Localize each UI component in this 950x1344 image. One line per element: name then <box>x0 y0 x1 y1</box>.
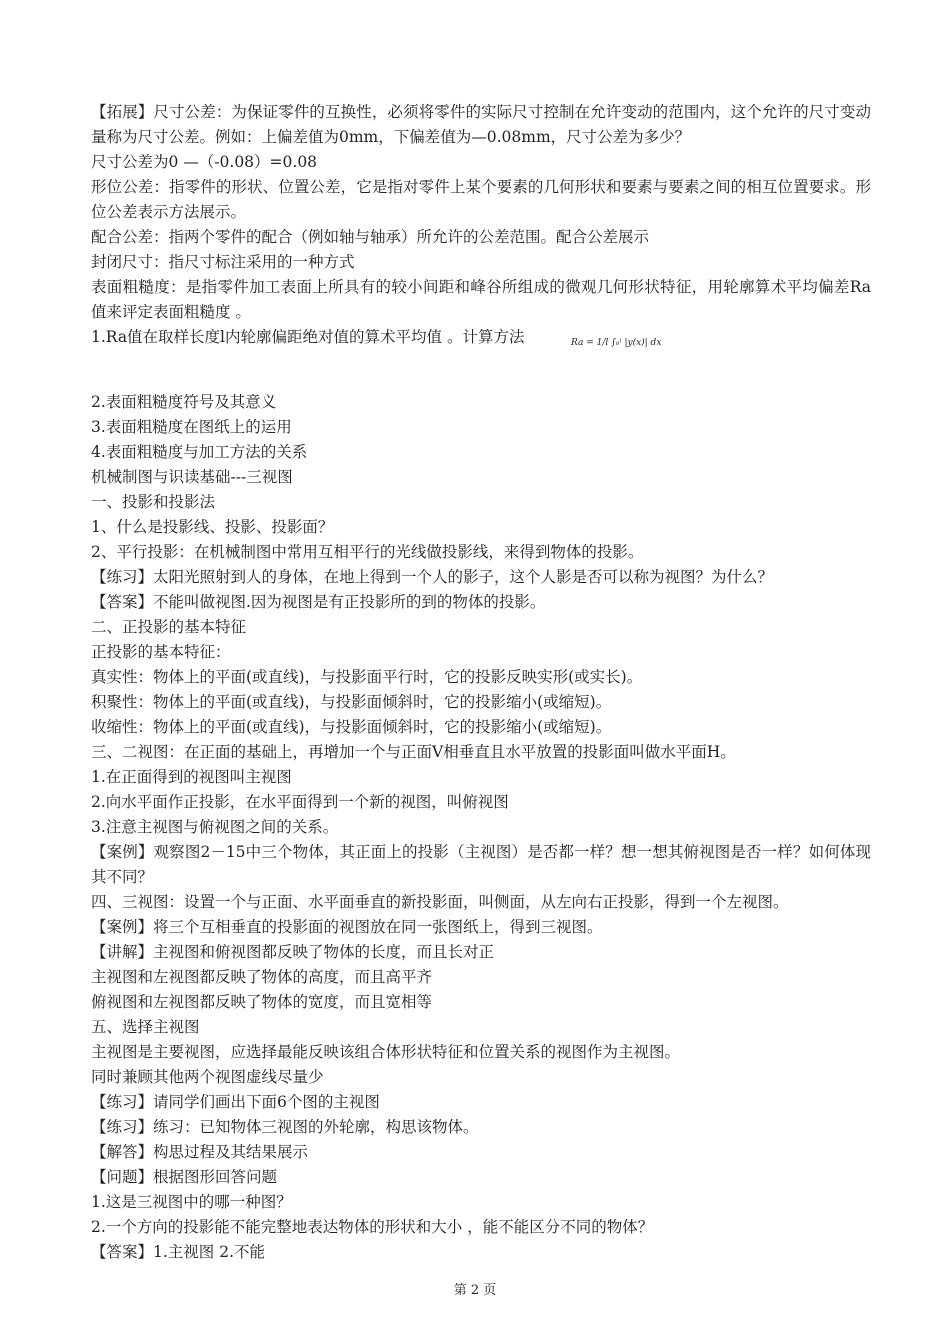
list-item: 1、什么是投影线、投影、投影面？ <box>91 518 334 536</box>
ra-formula: Ra = 1/l ∫₀ˡ |y(x)| dx <box>571 338 662 348</box>
exercise-paragraph: 【练习】练习：已知物体三视图的外轮廓，构思该物体。 <box>91 1118 479 1136</box>
list-item: 积聚性：物体上的平面(或直线)，与投影面倾斜时，它的投影缩小(或缩短)。 <box>91 693 612 711</box>
list-item: 收缩性：物体上的平面(或直线)，与投影面倾斜时，它的投影缩小(或缩短)。 <box>91 718 612 736</box>
solution-paragraph: 【解答】构思过程及其结果展示 <box>91 1143 309 1161</box>
page-number: 第 2 页 <box>453 1283 497 1298</box>
paragraph-tolerance-answer: 尺寸公差为0 —（-0.08）=0.08 <box>91 153 318 171</box>
list-item: 俯视图和左视图都反映了物体的宽度，而且宽相等 <box>91 993 433 1011</box>
section-heading: 一、投影和投影法 <box>91 493 216 511</box>
section-heading: 五、选择主视图 <box>91 1018 200 1036</box>
question-paragraph: 【问题】根据图形回答问题 <box>91 1168 278 1186</box>
spacer <box>91 368 871 390</box>
list-item: 4.表面粗糙度与加工方法的关系 <box>91 443 308 461</box>
answer-paragraph: 【答案】1.主视图 2.不能 <box>91 1243 266 1261</box>
formula-row <box>91 338 871 368</box>
paragraph-ra-definition: 1.Ra值在取样长度l内轮廓偏距绝对值的算术平均值 。计算方法 <box>91 328 525 346</box>
section-heading: 二、正投影的基本特征 <box>91 618 247 636</box>
list-item: 同时兼顾其他两个视图虚线尽量少 <box>91 1068 324 1086</box>
document-body <box>91 100 871 1265</box>
list-item: 3.注意主视图与俯视图之间的关系。 <box>91 818 339 836</box>
list-item: 2.表面粗糙度符号及其意义 <box>91 393 277 411</box>
list-item: 2.一个方向的投影能不能完整地表达物体的形状和大小 ，能不能区分不同的物体？ <box>91 1218 654 1236</box>
section-heading: 三、二视图：在正面的基础上，再增加一个与正面V相垂直且水平放置的投影面叫做水平面H。 <box>91 743 736 761</box>
list-item: 正投影的基本特征： <box>91 643 231 661</box>
answer-paragraph: 【答案】不能叫做视图.因为视图是有正投影所的到的物体的投影。 <box>91 593 546 611</box>
exercise-paragraph: 【练习】太阳光照射到人的身体，在地上得到一个人的影子，这个人影是否可以称为视图？为什么？ <box>91 568 774 586</box>
list-item: 3.表面粗糙度在图纸上的运用 <box>91 418 292 436</box>
section-heading: 四、三视图：设置一个与正面、水平面垂直的新投影面，叫侧面，从左向右正投影，得到一个左视图。 <box>91 893 789 911</box>
list-item: 2.向水平面作正投影，在水平面得到一个新的视图，叫俯视图 <box>91 793 509 811</box>
explanation-paragraph: 【讲解】主视图和俯视图都反映了物体的长度，而且长对正 <box>91 943 495 961</box>
exercise-paragraph: 【练习】请同学们画出下面6个图的主视图 <box>91 1093 380 1111</box>
case-paragraph: 【案例】将三个互相垂直的投影面的视图放在同一张图纸上，得到三视图。 <box>91 918 603 936</box>
list-item: 主视图和左视图都反映了物体的高度，而且高平齐 <box>91 968 433 986</box>
list-item: 2、平行投影：在机械制图中常用互相平行的光线做投影线，来得到物体的投影。 <box>91 543 644 561</box>
case-paragraph: 【案例】观察图2－15中三个物体，其正面上的投影（主视图）是否都一样？想一想其俯视图是否一样？如何体现其不同？ <box>91 843 871 886</box>
section-heading-three-views: 机械制图与识读基础---三视图 <box>91 468 293 486</box>
paragraph-tolerance-extension: 【拓展】尺寸公差：为保证零件的互换性，必须将零件的实际尺寸控制在允许变动的范围内，这个允许的尺寸变动量称为尺寸公差。例如：上偏差值为0mm，下偏差值为—0.08mm，尺寸公差为多少？ <box>91 103 871 146</box>
list-item: 1.在正面得到的视图叫主视图 <box>91 768 292 786</box>
paragraph-closed-dimension: 封闭尺寸：指尺寸标注采用的一种方式 <box>91 253 355 271</box>
paragraph-fit-tolerance: 配合公差：指两个零件的配合（例如轴与轴承）所允许的公差范围。配合公差展示 <box>91 228 650 246</box>
paragraph-surface-roughness: 表面粗糙度：是指零件加工表面上所具有的较小间距和峰谷所组成的微观几何形状特征，用轮廓算术平均偏差Ra值来评定表面粗糙度 。 <box>91 278 871 321</box>
list-item: 主视图是主要视图，应选择最能反映该组合体形状特征和位置关系的视图作为主视图。 <box>91 1043 681 1061</box>
paragraph-form-position-tolerance: 形位公差：指零件的形状、位置公差，它是指对零件上某个要素的几何形状和要素与要素之间的相互位置要求。形位公差表示方法展示。 <box>91 178 871 221</box>
list-item: 真实性：物体上的平面(或直线)，与投影面平行时，它的投影反映实形(或实长)。 <box>91 668 643 686</box>
list-item: 1.这是三视图中的哪一种图？ <box>91 1193 292 1211</box>
